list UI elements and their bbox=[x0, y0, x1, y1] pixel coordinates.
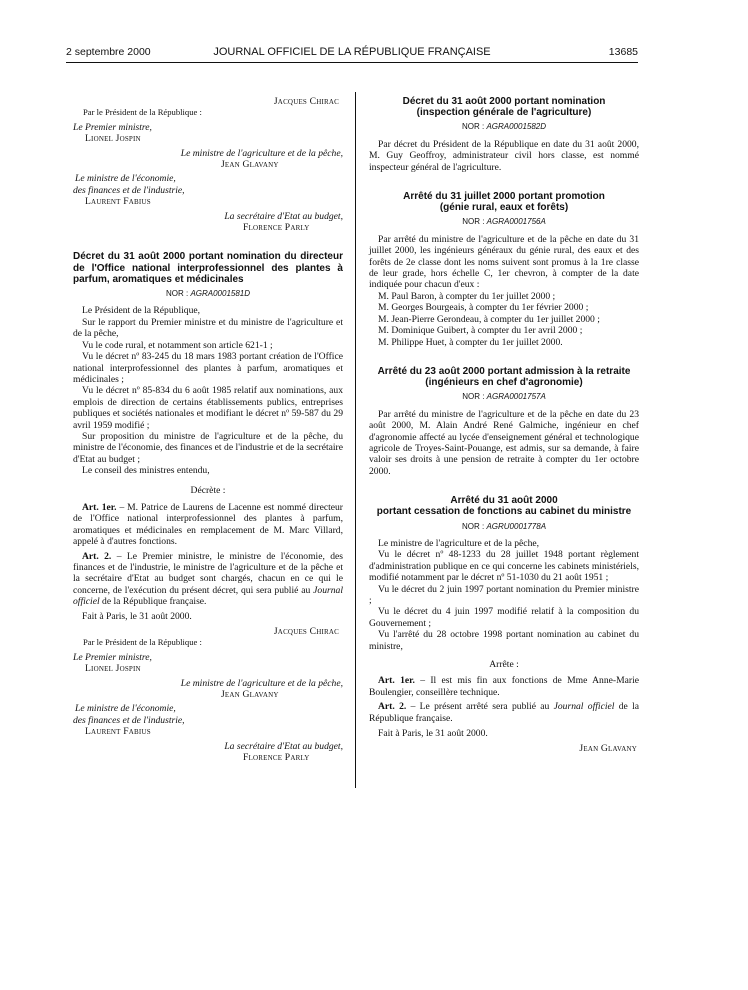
signatory-name: Lionel Jospin bbox=[85, 133, 141, 145]
paragraph: Vu le décret nº 83-245 du 18 mars 1983 portant création de l'Office national interprofessionnel des plantes à parfum, aromatiques et médicinales ; bbox=[73, 351, 343, 385]
nor-code: AGRA0001756A bbox=[486, 217, 546, 227]
left-column bbox=[73, 96, 343, 764]
signatory-name: Jean Glavany bbox=[221, 689, 279, 701]
journal-name: Journal officiel bbox=[553, 701, 615, 713]
nor-label: NOR : bbox=[462, 392, 485, 402]
article-label: Art. 2. bbox=[82, 550, 112, 562]
fait-line: Fait à Paris, le 31 août 2000. bbox=[378, 728, 488, 740]
decree-title: Décret du 31 août 2000 portant nomination du directeur de l'Office national interprofessionnel des plantes à parfum, aromatiques et médicinales bbox=[73, 251, 343, 285]
article-2 bbox=[73, 551, 343, 608]
column-divider bbox=[355, 92, 356, 788]
article-text: – Le Premier ministre, le ministre de l'économie, des finances et de l'industrie, le ministre de l'agriculture et de la pêche et la secrétaire d'Etat au budget sont chargés, chacun en ce qui le concerne, de l'exécution du présent décret, qui sera publié au bbox=[73, 550, 343, 596]
signatory-title: Le ministre de l'économie, bbox=[75, 703, 176, 715]
section-title: Arrêté du 31 août 2000 bbox=[450, 495, 558, 507]
paragraph: Par arrêté du ministre de l'agriculture et de la pêche en date du 23 août 2000, M. Alain André René Galmiche, ingénieur en chef d'agronomie affecté au lycée d'enseignement général et technologique agricole de Troyes-Saint-Pouange, est admis, sur sa demande, à faire valoir ses droits à une pension de retraite à compter du 1er octobre 2000. bbox=[369, 408, 639, 477]
article-label: Art. 1er. bbox=[378, 675, 415, 687]
decree-inspection bbox=[369, 96, 639, 173]
article-text: de la République française. bbox=[99, 596, 207, 608]
signatory-name: Jean Glavany bbox=[221, 159, 279, 171]
list-item: M. Philippe Huet, à compter du 1er juillet 2000. bbox=[378, 336, 563, 348]
paragraph: Sur proposition du ministre de l'agriculture et de la pêche, du ministre de l'économie, des finances et de l'industrie et de la secrétaire d'Etat au budget ; bbox=[73, 430, 343, 465]
signatory-title: Le ministre de l'économie, bbox=[75, 173, 176, 185]
header-journal-title: JOURNAL OFFICIEL DE LA RÉPUBLIQUE FRANÇAISE bbox=[213, 46, 491, 58]
paragraph: Par arrêté du ministre de l'agriculture et de la pêche en date du 31 juillet 2000, les ingénieurs généraux du génie rural, des eaux et des forêts de 2e classe dont les noms suivent sont promus à la 1re classe de leur grade, hors échelle C, 1er chevron, à compter de la date indiquée pour chacun d'eux : bbox=[369, 233, 639, 291]
section-subtitle: (génie rural, eaux et forêts) bbox=[439, 202, 569, 214]
decree-directeur bbox=[73, 251, 343, 622]
nor-label: NOR : bbox=[461, 521, 485, 531]
arrete-cessation bbox=[369, 495, 639, 755]
signature-intro: Par le Président de la République : bbox=[83, 107, 202, 118]
header-date: 2 septembre 2000 bbox=[66, 46, 151, 58]
signatory-title: des finances et de l'industrie, bbox=[73, 714, 185, 726]
nor-label: NOR : bbox=[462, 217, 485, 227]
nor-label: NOR : bbox=[461, 122, 485, 132]
list-item: M. Georges Bourgeais, à compter du 1er février 2000 ; bbox=[378, 302, 589, 314]
signatory-name: Jean Glavany bbox=[579, 743, 637, 755]
nor-label: NOR : bbox=[165, 289, 189, 299]
article-label: Art. 2. bbox=[378, 701, 407, 713]
paragraph: Le Président de la République, bbox=[82, 305, 201, 317]
article-1 bbox=[369, 675, 639, 698]
section-subtitle: (inspection générale de l'agriculture) bbox=[416, 107, 592, 119]
nor-code: AGRA0001581D bbox=[190, 289, 251, 299]
arrete-retraite bbox=[369, 366, 639, 477]
header-page-number: 13685 bbox=[608, 46, 638, 58]
paragraph: Vu le code rural, et notamment son article 621-1 ; bbox=[82, 339, 273, 351]
article-2 bbox=[369, 701, 639, 724]
section-title: Décret du 31 août 2000 portant nomination bbox=[402, 96, 606, 107]
list-item: M. Paul Baron, à compter du 1er juillet 2000 ; bbox=[378, 290, 556, 302]
paragraph: Par décret du Président de la République en date du 31 août 2000, M. Guy Geoffroy, administrateur civil hors classe, est nommé inspecteur général de l'agriculture. bbox=[369, 138, 639, 173]
paragraph: Vu le décret nº 48-1233 du 28 juillet 1948 portant règlement d'administration publique en ce qui concerne les cabinets ministériels, modifié notamment par le décret nº 51-1030 du 21 août 1951 ; bbox=[369, 549, 639, 584]
section-subtitle: portant cessation de fonctions au cabinet du ministre bbox=[376, 506, 632, 518]
signatory-title: des finances et de l'industrie, bbox=[73, 184, 185, 196]
paragraph: Vu le décret du 4 juin 1997 modifié relatif à la composition du Gouvernement ; bbox=[369, 606, 639, 629]
article-text: – Il est mis fin aux fonctions de Mme Anne-Marie Boulengier, conseillère technique. bbox=[369, 675, 639, 698]
article-text: de la République française. bbox=[369, 701, 640, 724]
page-header bbox=[66, 46, 638, 60]
signature-intro: Par le Président de la République : bbox=[83, 637, 202, 648]
signature-block-top bbox=[73, 96, 343, 233]
signatory-title: La secrétaire d'Etat au budget, bbox=[224, 210, 343, 222]
right-column bbox=[369, 96, 639, 755]
nor-code: AGRU0001778A bbox=[486, 521, 547, 531]
section-title: Arrêté du 31 juillet 2000 portant promotion bbox=[403, 191, 605, 203]
paragraph: Le ministre de l'agriculture et de la pêche, bbox=[378, 537, 540, 549]
nor-code: AGRA0001757A bbox=[486, 392, 546, 402]
list-item: M. Jean-Pierre Gerondeau, à compter du 1er juillet 2000 ; bbox=[378, 313, 600, 325]
nor-reference bbox=[369, 391, 639, 402]
article-1 bbox=[73, 502, 343, 548]
paragraph: Vu l'arrêté du 28 octobre 1998 portant nomination au cabinet du ministre, bbox=[369, 629, 639, 652]
arrete-heading: Arrête : bbox=[489, 659, 519, 671]
article-text: – M. Patrice de Laurens de Lacenne est nommé directeur de l'Office national interprofessionnel des plantes à parfum, aromatiques et médicinales en remplacement de M. Marc Villard, appelé à d'autres fonctions. bbox=[73, 501, 343, 548]
signatory-name: Jacques Chirac bbox=[273, 626, 339, 638]
signatory-name: Jacques Chirac bbox=[273, 96, 339, 107]
signature-block-bottom bbox=[73, 626, 343, 763]
header-rule bbox=[66, 62, 638, 63]
signatory-name: Laurent Fabius bbox=[85, 726, 151, 738]
decrete-heading: Décrète : bbox=[190, 484, 226, 496]
article-label: Art. 1er. bbox=[82, 501, 117, 513]
signatory-title: Le ministre de l'agriculture et de la pêche, bbox=[180, 677, 343, 689]
signatory-title: Le Premier ministre, bbox=[73, 651, 152, 663]
journal-name: Journal officiel bbox=[73, 584, 343, 608]
nor-reference bbox=[369, 121, 639, 132]
nor-code: AGRA0001582D bbox=[486, 122, 547, 132]
nor-reference bbox=[369, 521, 639, 532]
signatory-title: Le Premier ministre, bbox=[73, 121, 152, 133]
signatory-name: Lionel Jospin bbox=[85, 663, 141, 675]
section-title: Arrêté du 23 août 2000 portant admission à la retraite bbox=[377, 365, 631, 377]
paragraph: Sur le rapport du Premier ministre et du ministre de l'agriculture et de la pêche, bbox=[73, 316, 343, 340]
signatory-title: La secrétaire d'Etat au budget, bbox=[224, 740, 343, 752]
signatory-name: Florence Parly bbox=[243, 222, 310, 234]
section-subtitle: (ingénieurs en chef d'agronomie) bbox=[425, 377, 583, 389]
paragraph: Vu le décret du 2 juin 1997 portant nomination du Premier ministre ; bbox=[369, 583, 639, 606]
signatory-name: Florence Parly bbox=[243, 752, 310, 764]
paragraph: Vu le décret nº 85-834 du 6 août 1985 relatif aux nominations, aux emplois de direction de certains établissements publics, entreprises publiques et sociétés nationales et modifiant le décret nº 59-587 du 29 avril 1959 modifié ; bbox=[73, 385, 343, 431]
nor-reference bbox=[369, 216, 639, 227]
article-text: – Le présent arrêté sera publié au bbox=[406, 701, 554, 713]
paragraph: Le conseil des ministres entendu, bbox=[82, 465, 210, 477]
list-item: M. Dominique Guibert, à compter du 1er avril 2000 ; bbox=[378, 325, 583, 337]
fait-line: Fait à Paris, le 31 août 2000. bbox=[82, 610, 192, 622]
arrete-promotion bbox=[369, 191, 639, 348]
signatory-title: Le ministre de l'agriculture et de la pêche, bbox=[180, 147, 343, 159]
nor-reference bbox=[73, 288, 343, 299]
signatory-name: Laurent Fabius bbox=[85, 196, 151, 208]
